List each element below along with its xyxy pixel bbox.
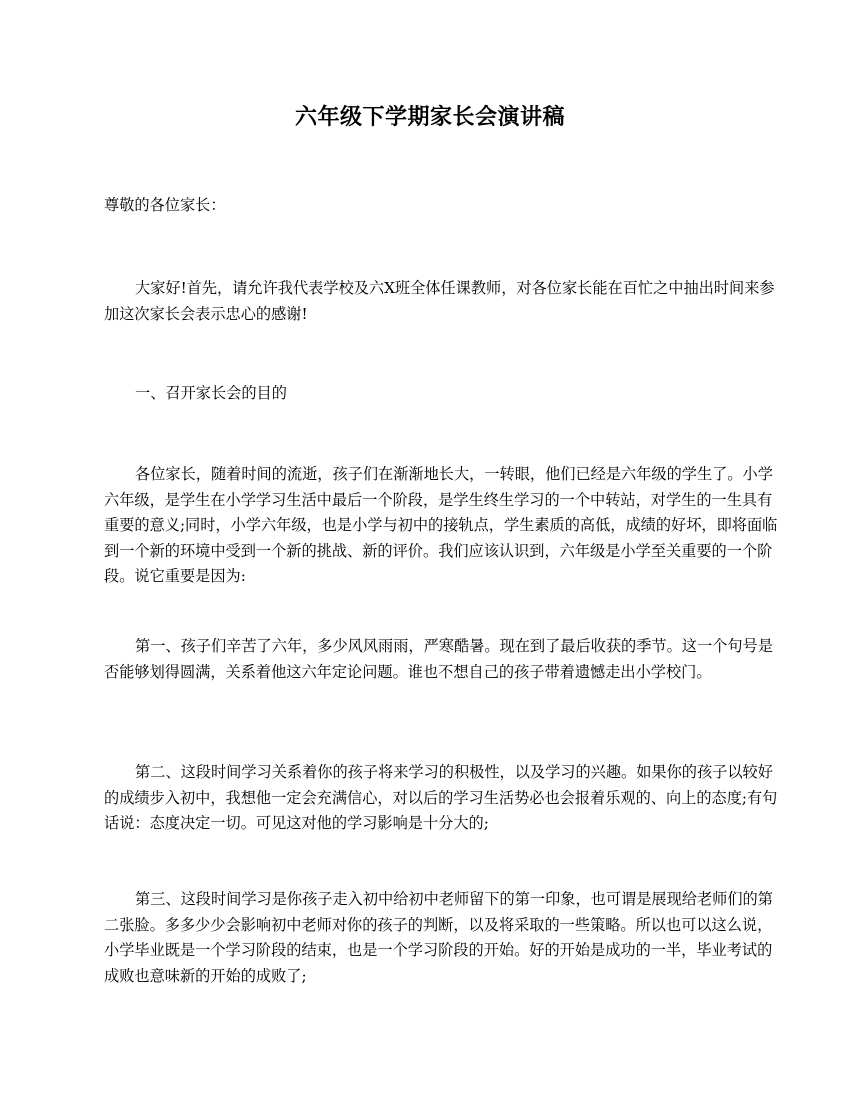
paragraph-point-two: 第二、这段时间学习关系着你的孩子将来学习的积极性，以及学习的兴趣。如果你的孩子以较好的成绩步入初中，我想他一定会充满信心，对以后的学习生活势必也会报着乐观的、向上的态度;有句话说：态度决定一切。可见这对他的学习影响是十分大的; xyxy=(104,763,778,832)
paragraph-point-three: 第三、这段时间学习是你孩子走入初中给初中老师留下的第一印象，也可谓是展现给老师们的第二张脸。多多少少会影响初中老师对你的孩子的判断，以及将采取的一些策略。所以也可以这么说，小学毕业既是一个学习阶段的结束，也是一个学习阶段的开始。好的开始是成功的一半，毕业考试的成败也意味新的开始的成败了; xyxy=(104,890,773,985)
section-heading-purpose: 一、召开家长会的目的 xyxy=(135,384,287,402)
salutation: 尊敬的各位家长： xyxy=(104,196,226,214)
paragraph-greeting: 大家好!首先，请允许我代表学校及六X班全体任课教师，对各位家长能在百忙之中抽出时间来参加这次家长会表示忠心的感谢! xyxy=(104,279,775,323)
paragraph-sixth-grade-importance: 各位家长，随着时间的流逝，孩子们在渐渐地长大，一转眼，他们已经是六年级的学生了。小学六年级，是学生在小学学习生活中最后一个阶段，是学生终生学习的一个中转站，对学生的一生具有重要的意义;同时，小学六年级，也是小学与初中的接轨点，学生素质的高低，成绩的好坏，即将面临到一个新的环境中受到一个新的挑战、新的评价。我们应该认识到，六年级是小学至关重要的一个阶段。说它重要是因为: xyxy=(104,465,778,585)
document-title: 六年级下学期家长会演讲稿 xyxy=(294,104,565,130)
paragraph-point-one: 第一、孩子们辛苦了六年，多少风风雨雨，严寒酷暑。现在到了最后收获的季节。这一个句号是否能够划得圆满，关系着他这六年定论问题。谁也不想自己的孩子带着遗憾走出小学校门。 xyxy=(104,637,773,681)
